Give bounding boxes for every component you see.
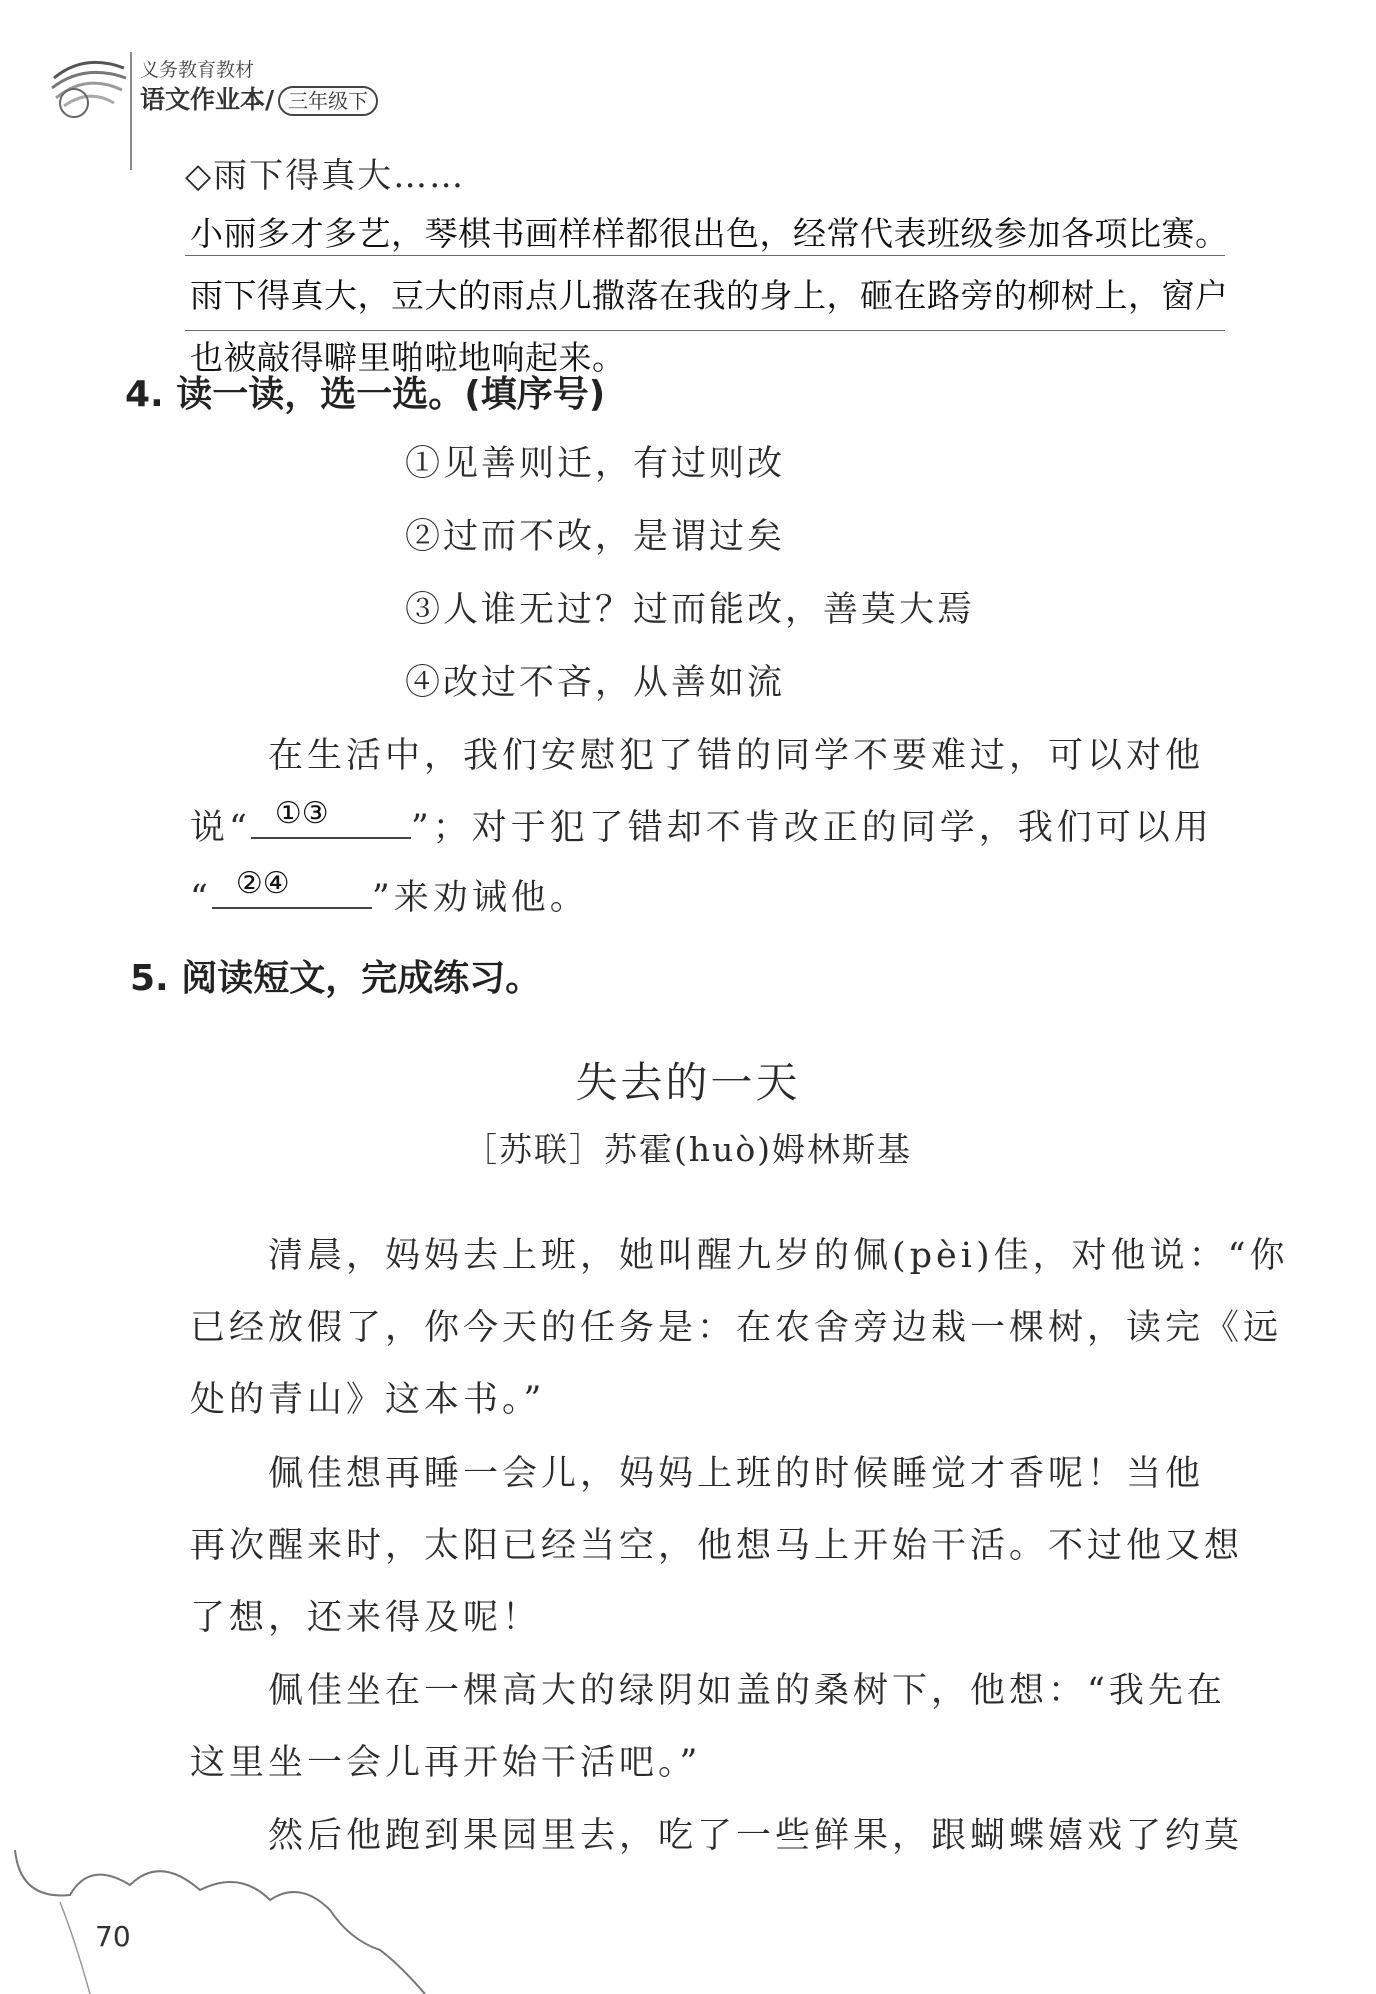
paragraph-line: 清晨，妈妈去上班，她叫醒九岁的佩(pèi)佳，对他说：“你 xyxy=(268,1236,1289,1276)
sentence-text: ”来劝诫他。 xyxy=(371,878,589,918)
page-number: 70 xyxy=(95,1920,131,1953)
cloud-decoration xyxy=(0,1840,430,1994)
header-divider xyxy=(130,52,132,170)
handwritten-answer-line: 小丽多才多艺，琴棋书画样样都很出色，经常代表班级参加各项比赛。 xyxy=(190,214,1229,253)
sentence-text: ”；对于犯了错却不肯改正的同学，我们可以用 xyxy=(410,808,1213,848)
sentence-text: “ xyxy=(190,878,212,918)
handwritten-answer-line: 雨下得真大，豆大的雨点儿撒落在我的身上，砸在路旁的柳树上，窗户 xyxy=(190,276,1229,315)
passage-title: 失去的一天 xyxy=(575,1058,801,1107)
series-label: 义务教育教材 xyxy=(140,59,255,81)
previous-question-prompt: ◇雨下得真大…… xyxy=(185,156,466,196)
question-4-heading: 4. 读一读，选一选。(填序号) xyxy=(125,374,606,415)
grade-badge: 三年级下 xyxy=(278,86,378,116)
answer-blank[interactable] xyxy=(251,796,411,839)
filled-answer: ②④ xyxy=(235,866,290,901)
paragraph-line: 已经放假了，你今天的任务是：在农舍旁边栽一棵树，读完《远 xyxy=(190,1308,1283,1348)
book-title-text: 语文作业本 xyxy=(140,85,266,114)
title-separator: / xyxy=(265,85,275,114)
paragraph-line: 了想，还来得及呢！ xyxy=(190,1598,542,1638)
fill-in-sentence: 在生活中，我们安慰犯了错的同学不要难过，可以对他 xyxy=(268,736,1205,776)
fill-in-sentence xyxy=(190,796,1213,850)
filled-answer: ①③ xyxy=(274,796,329,831)
passage-author: ［苏联］苏霍(huò)姆林斯基 xyxy=(463,1130,913,1169)
answer-blank[interactable] xyxy=(212,866,372,909)
publisher-logo xyxy=(44,48,134,126)
sentence-text: 说“ xyxy=(190,808,251,848)
option-item: ①见善则迁，有过则改 xyxy=(405,444,786,484)
paragraph-line: 再次醒来时，太阳已经当空，他想马上开始干活。不过他又想 xyxy=(190,1526,1244,1566)
option-item: ③人谁无过？过而能改，善莫大焉 xyxy=(405,590,976,630)
paragraph-line: 佩佳想再睡一会儿，妈妈上班的时候睡觉才香呢！当他 xyxy=(268,1454,1205,1494)
paragraph-line: 处的青山》这本书。” xyxy=(190,1380,546,1420)
question-5-heading: 5. 阅读短文，完成练习。 xyxy=(130,958,542,999)
book-title xyxy=(140,80,378,116)
answer-rule xyxy=(185,330,1225,331)
option-item: ④改过不吝，从善如流 xyxy=(405,663,786,703)
answer-rule xyxy=(185,255,1225,256)
handwritten-answer-line: 也被敲得噼里啪啦地响起来。 xyxy=(190,338,626,377)
paragraph-line: 然后他跑到果园里去，吃了一些鲜果，跟蝴蝶嬉戏了约莫 xyxy=(268,1816,1244,1856)
fill-in-sentence xyxy=(190,866,589,920)
paragraph-line: 佩佳坐在一棵高大的绿阴如盖的桑树下，他想：“我先在 xyxy=(268,1671,1226,1711)
paragraph-line: 这里坐一会儿再开始干活吧。” xyxy=(190,1743,702,1783)
option-item: ②过而不改，是谓过矣 xyxy=(405,517,786,557)
